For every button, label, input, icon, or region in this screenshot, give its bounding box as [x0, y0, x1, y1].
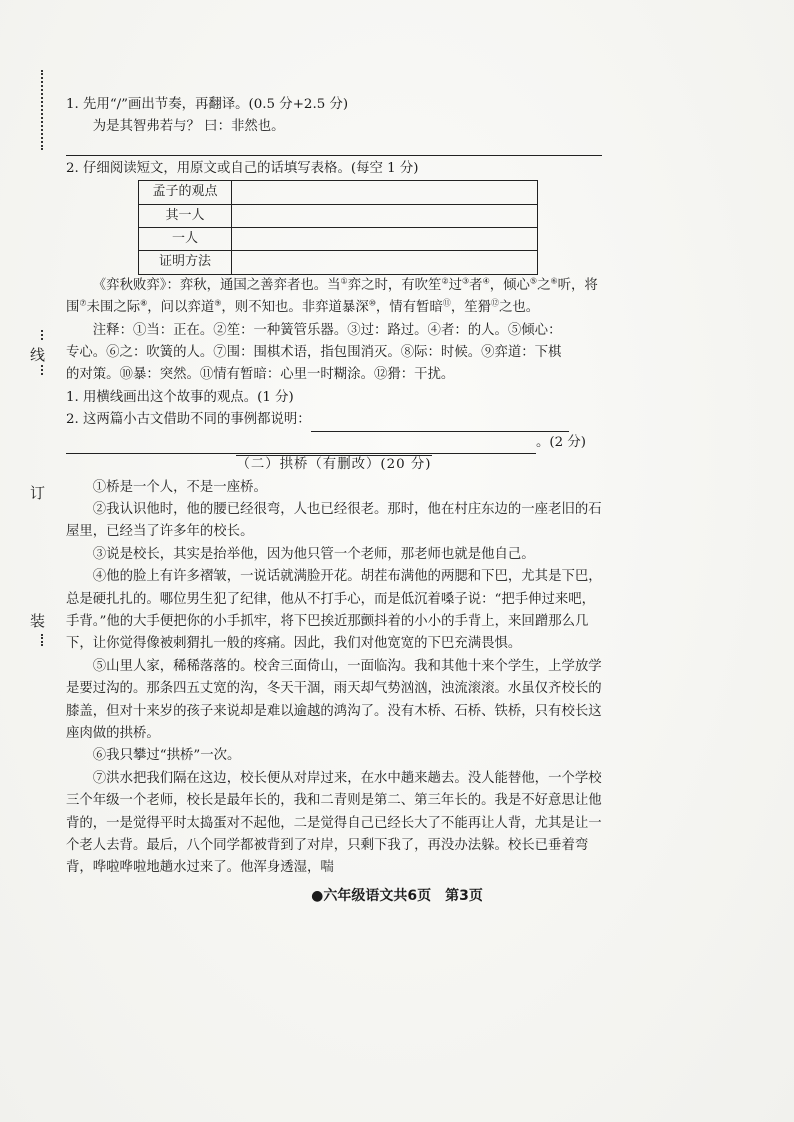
table-answer-cell[interactable]	[232, 181, 538, 204]
answer-line[interactable]	[66, 141, 602, 156]
story-paragraph: ⑥我只攀过“拱桥”一次。	[92, 748, 241, 764]
story-paragraph: ④他的脸上有许多褶皱，一说话就满脸开花。胡茬布满他的两腮和下巴，尤其是下巴，总是硬扎扎的。哪位男生犯了纪律，他从不打手心，而是低沉着嗓子说：“把手伸过来吧，手背。”他的大手便把你的小手抓牢，将下巴挨近那颤抖着的小小的手背上，来回蹭那么几下，让你觉得像被刺猬扎一般的疼痛。因此，我们对他宽宽的下巴充满畏惧。	[66, 569, 602, 652]
question-1: 1. 先用“/”画出节奏，再翻译。(0.5 分+2.5 分)	[66, 97, 349, 112]
section-title: （二）拱桥（有删改）(20 分)	[236, 457, 432, 473]
binding-char-ding: 订	[30, 484, 46, 502]
fill-table	[138, 180, 538, 275]
question-2: 2. 仔细阅读短文，用原文或自己的话填写表格。(每空 1 分)	[66, 160, 419, 176]
binding-char-zhuang: 装	[30, 612, 46, 630]
table-answer-cell[interactable]	[232, 251, 538, 274]
classical-passage: 《弈秋败弈》：弈秋，通国之善弈者也。当①弈之时，有吹笙②过③者④，倾心⑤之⑥听，将围⑦未围之际⑧，问以弈道⑨，则不知也。非弈道暴深⑩，情有暂暗⑪，笙猾⑫之也。	[66, 276, 598, 316]
question-1-sentence: 为是其智弗若与？ 曰：非然也。	[92, 119, 285, 135]
question-3: 1. 用横线画出这个故事的观点。(1 分)	[66, 389, 294, 405]
binding-char-xian: 线	[30, 346, 46, 364]
story-paragraph: ③说是校长，其实是抬举他，因为他只管一个老师，那老师也就是他自己。	[92, 546, 535, 562]
binding-dotted-line	[41, 365, 43, 375]
table-row-label: 其一人	[139, 204, 232, 227]
story-paragraph: ⑤山里人家，稀稀落落的。校舍三面倚山，一面临沟。我和其他十来个学生，上学放学是要过沟的。那条四五丈宽的沟，冬天干涸，雨天却气势汹汹，浊流滚滚。水虽仅齐校长的膝盖，但对十来岁的孩子来说却是难以逾越的鸿沟了。没有木桥、石桥、铁桥，只有校长这座肉做的拱桥。	[66, 658, 602, 741]
passage-notes: 的对策。⑩暴：突然。⑪情有暂暗：心里一时糊涂。⑫猾：干扰。	[66, 367, 455, 383]
table-row-label: 证明方法	[139, 251, 232, 274]
answer-blank[interactable]	[66, 437, 536, 454]
binding-dotted-line	[41, 70, 43, 150]
answer-blank[interactable]	[311, 415, 569, 432]
page-footer: ●六年级语文共6页 第3页	[311, 888, 483, 904]
page-content	[66, 94, 602, 880]
story-paragraph: ②我认识他时，他的腰已经很弯，人也已经很老。那时，他在村庄东边的一座老旧的石屋里，已经当了许多年的校长。	[66, 501, 602, 540]
story-paragraph: ①桥是一个人，不是一座桥。	[92, 479, 267, 495]
table-answer-cell[interactable]	[232, 228, 538, 251]
question-4-line: 。(2 分)	[66, 432, 602, 454]
binding-dotted-line	[41, 330, 43, 340]
table-row-label: 一人	[139, 228, 232, 251]
table-answer-cell[interactable]	[232, 204, 538, 227]
passage-notes: 注释：①当：正在。②笙：一种簧管乐器。③过：路过。④者：的人。⑤倾心：	[92, 322, 562, 338]
passage-notes: 专心。⑥之：吹簧的人。⑦围：围棋术语，指包围消灭。⑧际：时候。⑨弈道：下棋	[66, 345, 562, 361]
story-paragraph: ⑦洪水把我们隔在这边，校长便从对岸过来，在水中趟来趟去。没人能替他，一个学校三个年级一个老师，校长是最年长的，我和二青则是第二、第三年长的。我是不好意思让他背的，一是觉得平时太捣蛋对不起他，二是觉得自己已经长大了不能再让人背，尤其是让一个老人去背。最后，八个同学都被背到了对岸，只剩下我了，再没办法躲。校长已垂着弯背，哗啦哗啦地趟水过来了。他浑身透湿，喘	[66, 770, 602, 876]
binding-dotted-line	[41, 634, 43, 646]
question-4: 2. 这两篇小古文借助不同的事例都说明：	[66, 409, 602, 431]
table-row-label: 孟子的观点	[139, 181, 232, 204]
